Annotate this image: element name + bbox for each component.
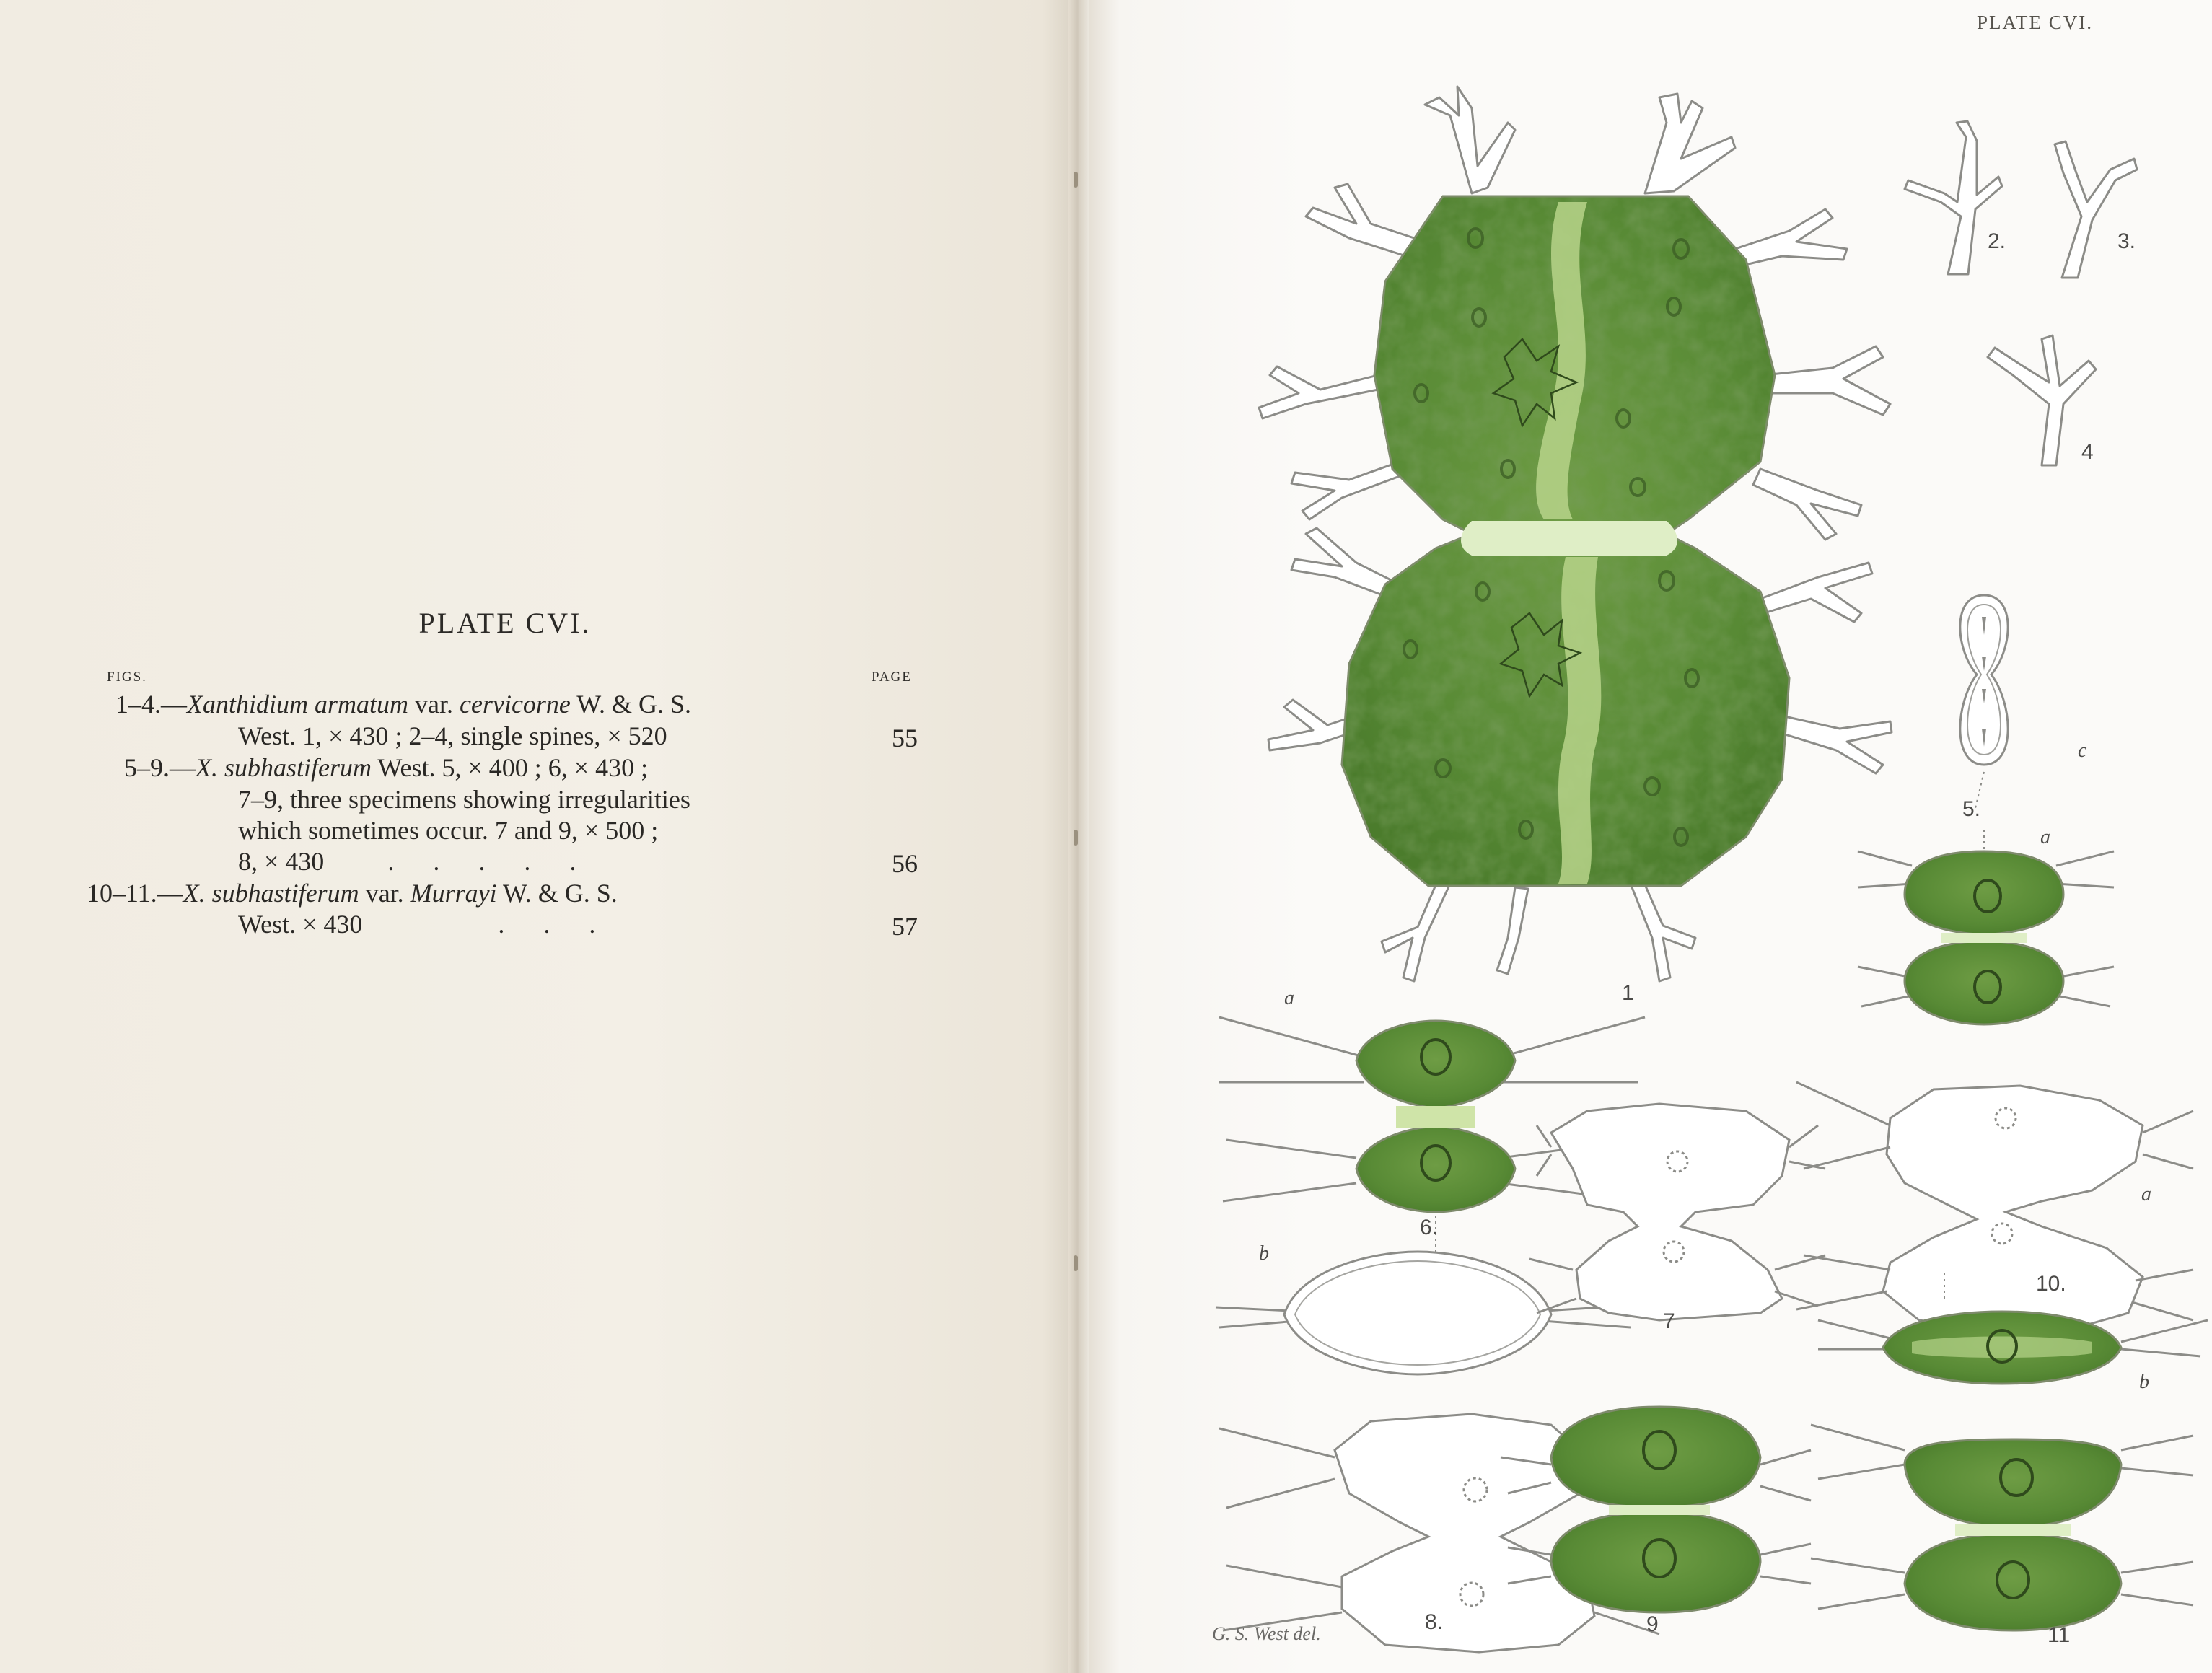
- figure-5a-label: a: [2040, 826, 2050, 848]
- figure-1-xanthidium-cell: [1259, 87, 1892, 981]
- entry-1-line-2: West. 1, × 430 ; 2–4, single spines, × 520: [238, 721, 667, 750]
- figure-6b-label: b: [1259, 1242, 1269, 1265]
- entry-1-species: Xanthidium armatum: [187, 690, 409, 719]
- figs-column-heading: FIGS.: [107, 669, 147, 685]
- entry-2-species: X. subhastiferum: [196, 753, 372, 782]
- artist-credit: G. S. West del.: [1212, 1623, 1321, 1644]
- figure-6a-label: a: [1284, 987, 1294, 1009]
- entry-1-authors: W. & G. S.: [576, 690, 691, 719]
- entry-2-line-3: which sometimes occur. 7 and 9, × 500 ;: [238, 816, 659, 845]
- entry-3-dot-leader: . . .: [498, 910, 596, 939]
- figure-5-cell: [1858, 595, 2114, 1024]
- page-column-heading: PAGE: [872, 669, 912, 685]
- figure-10a-label: a: [2141, 1183, 2151, 1206]
- figures-2-4-single-spines: [1905, 121, 2137, 465]
- figure-label-9: 9: [1646, 1612, 1659, 1636]
- figure-10-cell: [1796, 1082, 2208, 1384]
- figure-5c-label: c: [2078, 739, 2087, 762]
- figure-label-10: 10.: [2036, 1272, 2066, 1296]
- entry-3-species: X. subhastiferum: [183, 879, 359, 908]
- figure-label-3: 3.: [2117, 229, 2136, 253]
- figure-label-4: 4: [2081, 440, 2094, 464]
- entry-2-page: 56: [892, 849, 918, 878]
- figure-label-5: 5.: [1962, 797, 1981, 821]
- plate-corner-title: PLATE CVI.: [1977, 12, 2093, 33]
- entry-3-variety: Murrayi: [410, 879, 497, 908]
- figure-10b-label: b: [2139, 1371, 2149, 1393]
- entry-1-rank: var.: [415, 690, 453, 719]
- entry-2-authors: West. 5, × 400 ; 6, × 430 ;: [377, 753, 649, 782]
- entry-1-variety: cervicorne: [460, 690, 571, 719]
- entry-1-figs: 1–4.—: [115, 690, 187, 719]
- figure-label-11: 11: [2048, 1623, 2071, 1647]
- entry-3-page: 57: [892, 912, 918, 941]
- figure-label-8: 8.: [1425, 1610, 1444, 1634]
- figure-label-7: 7: [1663, 1309, 1675, 1333]
- entry-1-page: 55: [892, 724, 918, 752]
- figure-11-cell: [1811, 1425, 2193, 1630]
- figure-10a-outline: [1796, 1082, 2193, 1331]
- entry-3-rank: var.: [365, 879, 404, 908]
- figure-7-cell-outline: [1529, 1104, 1825, 1320]
- entry-3-figs: 10–11.—: [87, 879, 183, 908]
- figure-label-2: 2.: [1988, 229, 2006, 253]
- figure-label-1: 1: [1622, 981, 1634, 1005]
- figure-label-6: 6.: [1420, 1216, 1439, 1239]
- entry-3-authors: W. & G. S.: [503, 879, 618, 908]
- figure-6-cell: [1216, 1017, 1645, 1374]
- entry-2-dot-leader: . . . . .: [387, 847, 576, 876]
- entry-2-figs: 5–9.—: [124, 753, 196, 782]
- entry-2-line-4-text: 8, × 430: [238, 847, 325, 876]
- entry-2-line-2: 7–9, three specimens showing irregularities: [238, 785, 690, 814]
- entry-3-line-2-text: West. × 430: [238, 910, 363, 939]
- plate-title: PLATE CVI.: [418, 607, 592, 639]
